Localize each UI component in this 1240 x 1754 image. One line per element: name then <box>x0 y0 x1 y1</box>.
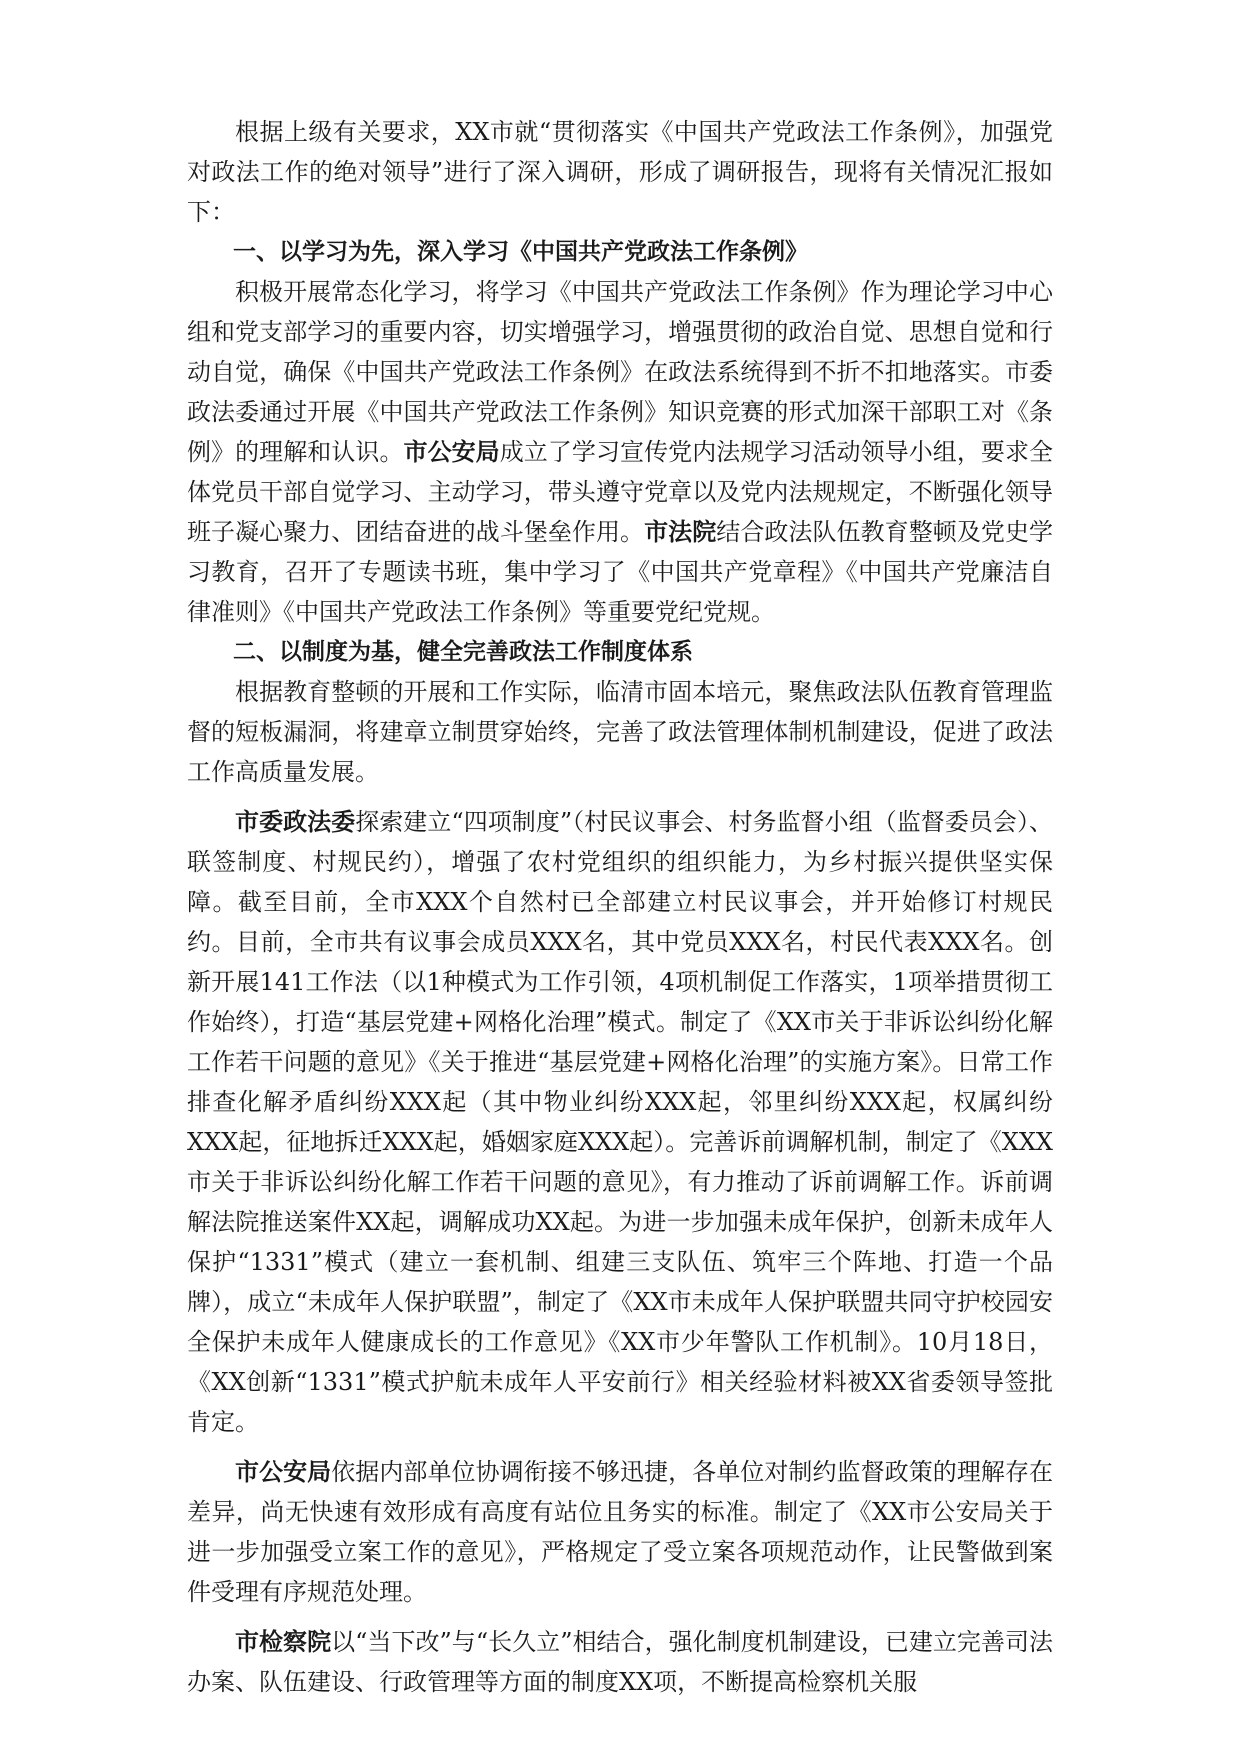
paragraph-3 <box>187 802 1053 1442</box>
org-name-public-security: 市公安局 <box>403 438 500 466</box>
section-heading-1: 一、以学习为先，深入学习《中国共产党政法工作条例》 <box>233 239 808 265</box>
org-name-political-legal-committee: 市委政法委 <box>235 808 356 836</box>
paragraph-1 <box>187 272 1053 632</box>
org-name-court: 市法院 <box>644 518 717 546</box>
org-name-public-security-2: 市公安局 <box>235 1458 332 1486</box>
section-heading-2: 二、以制度为基，健全完善政法工作制度体系 <box>233 639 693 665</box>
intro-paragraph: 根据上级有关要求，XX市就“贯彻落实《中国共产党政法工作条例》，加强党对政法工作的绝对领导”进行了深入调研，形成了调研报告，现将有关情况汇报如下： <box>187 118 1053 226</box>
paragraph-3-text: 探索建立“四项制度”（村民议事会、村务监督小组（监督委员会）、联签制度、村规民约），增强了农村党组织的组织能力，为乡村振兴提供坚实保障。截至目前，全市XXX个自然村已全部建立村民议事会，并开始修订村规民约。目前，全市共有议事会成员XXX名，其中党员XXX名，村民代表XXX名。创新开展141工作法（以1种模式为工作引领，4项机制促工作落实，1项举措贯彻工作始终），打造“基层党建+网格化治理”模式。制定了《XX市关于非诉讼纠纷化解工作若干问题的意见》《关于推进“基层党建+网格化治理”的实施方案》。日常工作排查化解矛盾纠纷XXX起（其中物业纠纷XXX起，邻里纠纷XXX起，权属纠纷XXX起，征地拆迁XXX起，婚姻家庭XXX起）。完善诉前调解机制，制定了《XXX市关于非诉讼纠纷化解工作若干问题的意见》，有力推动了诉前调解工作。诉前调解法院推送案件XX起，调解成功XX起。为进一步加强未成年保护，创新未成年人保护“1331”模式（建立一套机制、组建三支队伍、筑牢三个阵地、打造一个品牌），成立“未成年人保护联盟”，制定了《XX市未成年人保护联盟共同守护校园安全保护未成年人健康成长的工作意见》《XX市少年警队工作机制》。10月18日，《XX创新“1331”模式护航未成年人平安前行》相关经验材料被XX省委领导签批肯定。 <box>187 808 1054 1436</box>
paragraph-5 <box>187 1622 1053 1702</box>
paragraph-4-text: 依据内部单位协调衔接不够迅捷，各单位对制约监督政策的理解存在差异，尚无快速有效形成有高度有站位且务实的标准。制定了《XX市公安局关于进一步加强受立案工作的意见》，严格规定了受立案各项规范动作，让民警做到案件受理有序规范处理。 <box>187 1458 1054 1606</box>
paragraph-1-text-c: 结合政法队伍教育整顿及党史学习教育，召开了专题读书班，集中学习了《中国共产党章程》《中国共产党廉洁自律准则》《中国共产党政法工作条例》等重要党纪党规。 <box>187 518 1054 626</box>
paragraph-4 <box>187 1452 1053 1612</box>
paragraph-5-text: 以“当下改”与“长久立”相结合，强化制度机制建设，已建立完善司法办案、队伍建设、行政管理等方面的制度XX项，不断提高检察机关服 <box>187 1628 1054 1696</box>
paragraph-1-text-b: 成立了学习宣传党内法规学习活动领导小组，要求全体党员干部自觉学习、主动学习，带头遵守党章以及党内法规规定，不断强化领导班子凝心聚力、团结奋进的战斗堡垒作用。 <box>187 438 1054 546</box>
paragraph-1-text-a: 积极开展常态化学习，将学习《中国共产党政法工作条例》作为理论学习中心组和党支部学习的重要内容，切实增强学习，增强贯彻的政治自觉、思想自觉和行动自觉，确保《中国共产党政法工作条例》在政法系统得到不折不扣地落实。市委政法委通过开展《中国共产党政法工作条例》知识竞赛的形式加深干部职工对《条例》的理解和认识。 <box>187 278 1053 466</box>
paragraph-2: 根据教育整顿的开展和工作实际，临清市固本培元，聚焦政法队伍教育管理监督的短板漏洞，将建章立制贯穿始终，完善了政法管理体制机制建设，促进了政法工作高质量发展。 <box>187 678 1053 786</box>
document-body <box>187 112 1053 1702</box>
org-name-procuratorate: 市检察院 <box>235 1628 332 1656</box>
